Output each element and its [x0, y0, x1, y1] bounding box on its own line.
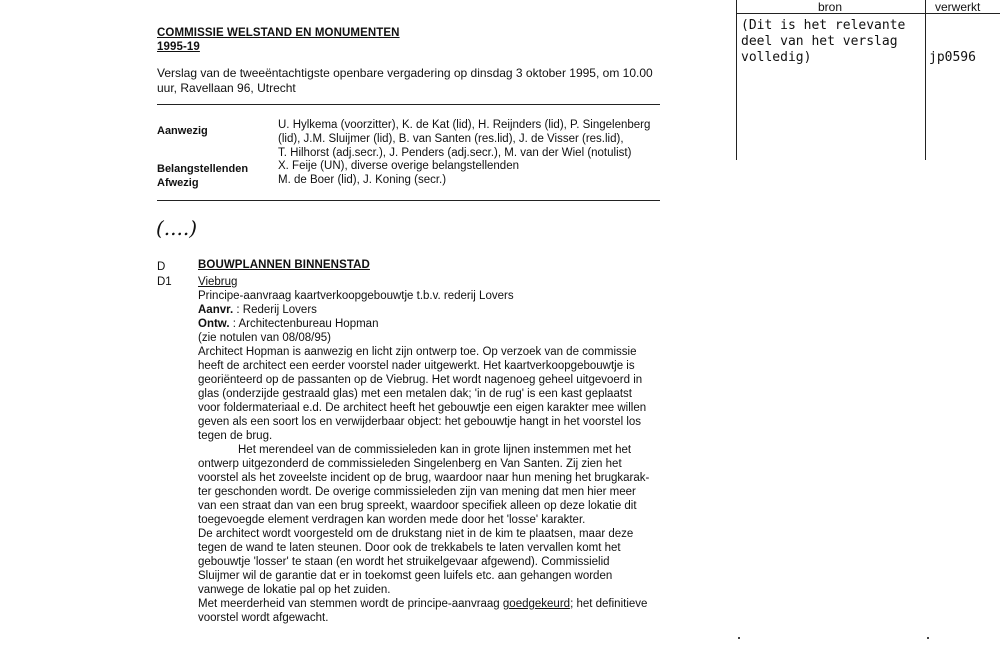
- afwezig-label: Afwezig: [157, 177, 199, 189]
- conclusion-line: voorstel wordt afgewacht.: [198, 612, 329, 624]
- ontwerper-row: [198, 317, 668, 331]
- source-note: [741, 18, 905, 66]
- scan-speck: [738, 637, 740, 639]
- paragraph-line: tegen de wand te laten steunen. Door ook de trekkabels te laten vervallen komt het: [198, 542, 621, 554]
- handwritten-ellipsis: (....): [156, 216, 198, 240]
- paragraph-line: vanwege de lokatie pal op het zuiden.: [198, 584, 391, 596]
- attendee-line: (lid), J.M. Sluijmer (lid), B. van Santen (res.lid), J. de Visser (res.lid),: [278, 133, 624, 145]
- paragraph-line: georiënteerd op de passanten op de Viebrug. Het wordt nagenoeg geheel uitgevoerd in: [198, 374, 643, 386]
- section-title: BOUWPLANNEN BINNENSTAD: [198, 259, 370, 271]
- aanvrager-value: : Rederij Lovers: [236, 304, 317, 316]
- aanvrager-row: [198, 303, 668, 317]
- conclusion-post: ; het definitieve: [570, 598, 648, 610]
- paragraph-line: ontwerp uitgezonderd de commissieleden Singelenberg en Van Santen. Zij zien het: [198, 458, 622, 470]
- attendee-line: T. Hilhorst (adj.secr.), J. Penders (adj.secr.), M. van der Wiel (notulist): [278, 147, 632, 159]
- belangstellenden-text: X. Feije (UN), diverse overige belangstellenden: [278, 160, 519, 172]
- paragraph-line: Het merendeel van de commissieleden kan in grote lijnen instemmen met het: [238, 444, 632, 456]
- col-bron-header: bron: [818, 0, 843, 14]
- paragraph-line: De architect wordt voorgesteld om de drukstang niet in de kim te plaatsen, maar deze: [198, 528, 634, 540]
- aanwezig-label: Aanwezig: [157, 125, 208, 137]
- paragraph-line: tegen de brug.: [198, 430, 273, 442]
- paragraph-line: voorstel als het zoveelste incident op de brug, waardoor naar hun mening het brugkarak-: [198, 472, 650, 484]
- item-title: Viebrug: [198, 276, 238, 288]
- belangstellenden-label: Belangstellenden: [157, 163, 249, 175]
- commission-title: COMMISSIE WELSTAND EN MONUMENTEN: [157, 27, 400, 39]
- paragraph-line: voor foldermateriaal e.d. De architect heeft het gebouwtje een eigen karakter mee willen: [198, 402, 647, 414]
- conclusion-line: [198, 597, 668, 611]
- paragraph-line: glas (onderzijde gestraald glas) met een metalen dak; 'in de rug' is een kast geplaatst: [198, 388, 632, 400]
- conclusion-keyword: goedgekeurd: [502, 598, 571, 610]
- intro-line: uur, Ravellaan 96, Utrecht: [157, 81, 296, 95]
- meeting-intro: [157, 66, 653, 96]
- item-body: [198, 275, 668, 625]
- scan-speck: [927, 637, 929, 639]
- intro-line: Verslag van de tweeëntachtigste openbare vergadering op dinsdag 3 oktober 1995, om 10.00: [157, 66, 653, 80]
- attendance-divider: [157, 200, 660, 201]
- attendee-line: U. Hylkema (voorzitter), K. de Kat (lid), H. Reijnders (lid), P. Singelenberg: [278, 119, 651, 131]
- report-number: 1995-19: [157, 41, 200, 53]
- conclusion-pre: Met meerderheid van stemmen wordt de principe-aanvraag: [198, 598, 503, 610]
- paragraph-line: heeft de architect een eerder voorstel nader uitgewerkt. Het kaartverkoopgebouwtje is: [198, 360, 635, 372]
- col-verwerkt-header: verwerkt: [935, 0, 981, 14]
- paragraph-line: Architect Hopman is aanwezig en licht zijn ontwerp toe. Op verzoek van de commissie: [198, 346, 637, 358]
- aanwezig-list: [278, 118, 650, 160]
- paragraph-line: Sluijmer wil de garantie dat er in toekomst geen luifels etc. aan gehangen worden: [198, 570, 613, 582]
- table-left-border: [736, 0, 737, 160]
- source-note-line: deel van het verslag: [741, 34, 898, 49]
- paragraph-line: toegevoegde element verdragen kan worden mede door het 'losse' karakter.: [198, 514, 586, 526]
- paragraph-line: ter geschonden wordt. De overige commissieleden zijn van mening dat men hier meer: [198, 486, 636, 498]
- source-note-line: (Dit is het relevante: [741, 18, 906, 33]
- header-divider: [157, 104, 660, 105]
- aanvrager-label: Aanvr.: [198, 304, 234, 316]
- item-subtitle: Principe-aanvraag kaartverkoopgebouwtje t.b.v. rederij Lovers: [198, 290, 514, 302]
- processed-code: jp0596: [929, 50, 976, 65]
- ontwerper-label: Ontw.: [198, 318, 230, 330]
- paragraph-line: van een straat dan van een brug spreekt, waardoor specifiek alleen op deze lokatie dit: [198, 500, 637, 512]
- item-code: D1: [157, 276, 172, 288]
- paragraph-line: geven als een soort los en verwijderbaar object: het gebouwtje hangt in het voorstel los: [198, 416, 642, 428]
- notulen-reference: (zie notulen van 08/08/95): [198, 332, 331, 344]
- ontwerper-value: : Architectenbureau Hopman: [232, 318, 379, 330]
- paragraph-line: gebouwtje 'losser' te staan (en wordt het struikelgevaar afgewend). Commissielid: [198, 556, 610, 568]
- source-note-line: volledig): [741, 50, 812, 65]
- section-code: D: [157, 261, 166, 273]
- table-mid-border: [925, 0, 926, 160]
- afwezig-text: M. de Boer (lid), J. Koning (secr.): [278, 174, 447, 186]
